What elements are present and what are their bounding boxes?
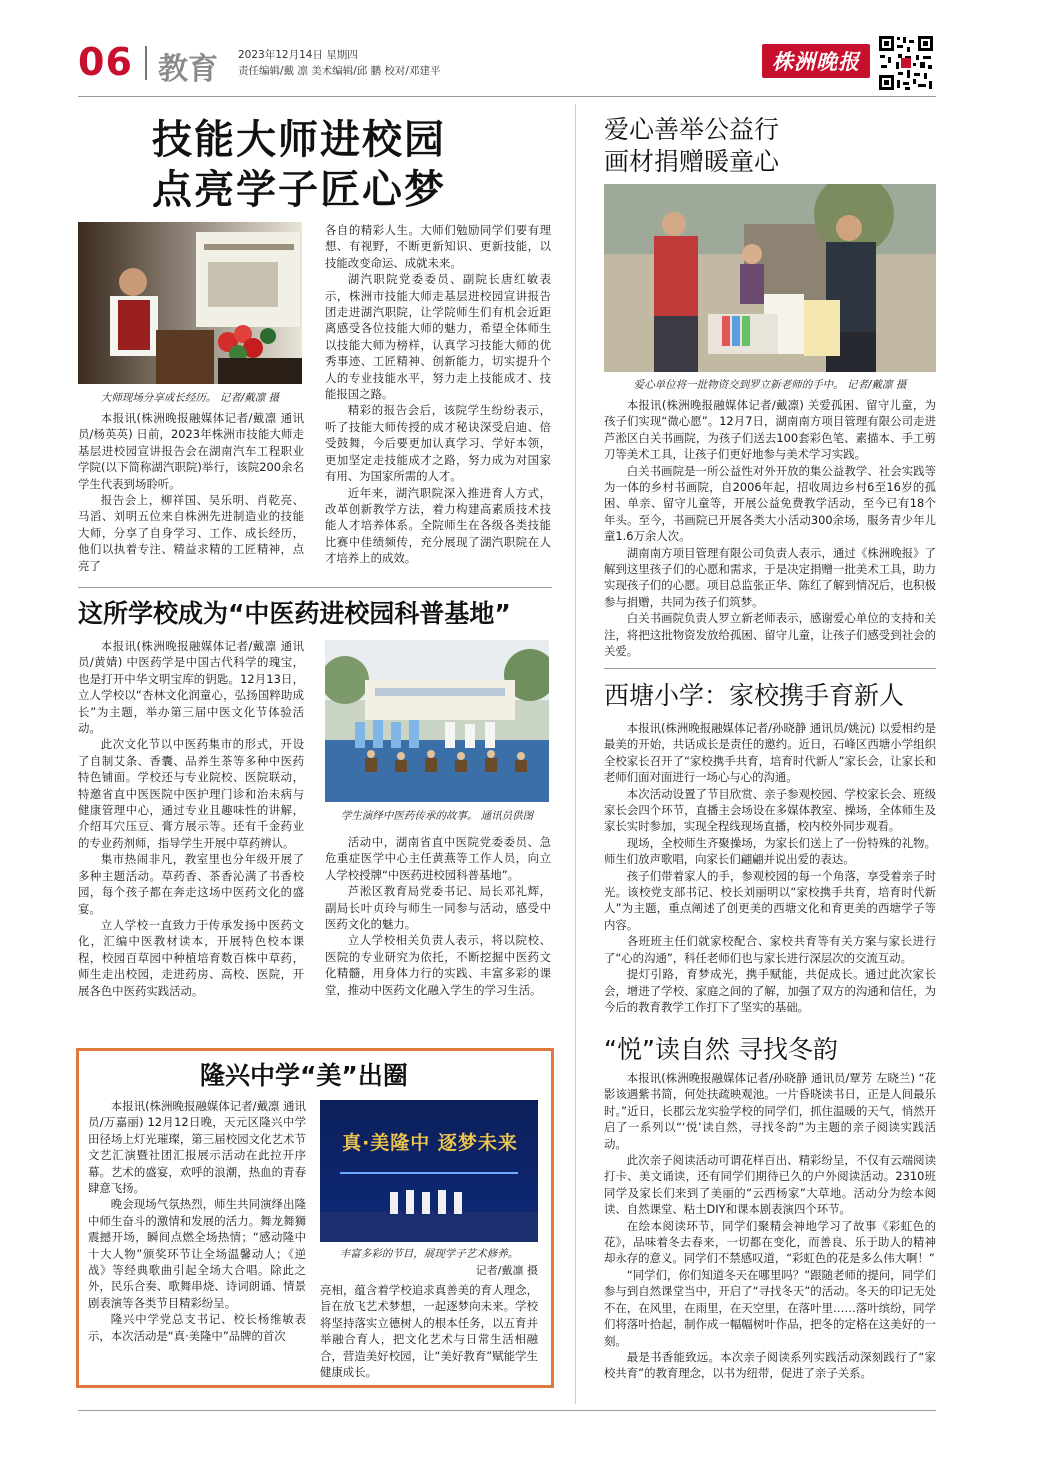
a5-body [604, 720, 936, 1015]
a1-col1 [78, 410, 304, 574]
a4-photo [604, 184, 936, 372]
a6-para: 在绘本阅读环节，同学们聚精会神地学习了故事《彩虹色的花》，品味着冬去春来，一切都在变化，而善良、乐于助人的精神却永存的意义。同学们不禁感叹道，“彩虹色的花是多么伟大啊！” [604, 1218, 936, 1266]
a4-bottom-rule [604, 668, 936, 669]
a4-body [604, 397, 936, 660]
a1-col1-para: 本报讯(株洲晚报融媒体记者/戴凛 通讯员/杨英英) 日前，2023年株洲市技能大师走基层进校园宣讲报告会在湖南汽车工程职业学院(以下简称湖汽职院)举行，该院200余名学生代表到场聆听。 [78, 411, 304, 491]
a3-photo-caption: 丰富多彩的节目，展现学子艺术修养。 [339, 1248, 519, 1260]
a3-col1-para: 隆兴中学党总支书记、校长杨维敏表示，本次活动是“真·美隆中”品牌的首次 [88, 1312, 306, 1343]
a6-para: 此次亲子阅读活动可谓花样百出、精彩纷呈，不仅有云端阅读打卡、美文诵读，还有同学们期待已久的户外阅读活动。2310班同学及家长们来到了美丽的“云西杨家”大草地。活动分为绘本阅读、自然课堂、粘土DIY和课本剧表演四个环节。 [604, 1153, 936, 1217]
a5-para: 各班班主任们就家校配合、家校共育等有关方案与家长进行了“心的沟通”，科任老师们也与家长进行深层次的交流互动。 [604, 934, 936, 965]
a1-col1-para: 报告会上，柳祥国、吴乐明、肖乾亮、马滔、刘明五位来自株洲先进制造业的技能大师，分享了自身学习、工作、成长经历，他们以执着专注、精益求精的工匠精神，点亮了 [78, 493, 304, 573]
a1-col2 [325, 222, 551, 567]
a6-body [604, 1070, 936, 1382]
a2-col2-para: 立人学校相关负责人表示，将以院校、医院的专业研究为依托，不断挖掘中医药文化精髓，用身体力行的实践、丰富多彩的课堂，推动中医药文化融入学生的学习生活。 [325, 933, 551, 997]
a2-photo [325, 640, 549, 802]
a1-bottom-rule [78, 587, 552, 588]
a3-col2 [320, 1282, 538, 1380]
a4-photo-caption: 爱心单位将一批物资交到罗立新老师的手中。 记者/戴凛 摄 [633, 379, 907, 391]
a3-title: 隆兴中学“美”出圈 [200, 1061, 408, 1090]
a1-col2-para: 近年来，湖汽职院深入推进育人方式，改革创新教学方法，着力构建高素质技术技能人才培养体系。全院师生在各级各类技能比赛中佳绩频传，充分展现了湖汽职院在人才培养上的成效。 [325, 485, 551, 566]
page-number: 06 [78, 40, 133, 84]
a2-col2-para: 芦淞区教育局党委书记、局长邓礼辉，副局长叶贞玲与师生一同参与活动，感受中医药文化的魅力。 [325, 884, 551, 932]
footer-rule [78, 1410, 936, 1411]
a5-para: 现场，全校师生齐聚操场，为家长们送上了一份特殊的礼物。师生们放声歌唱，向家长们翩翩并说出爱的表达。 [604, 835, 936, 867]
a4-para: 白关书画院负责人罗立新老师表示，感谢爱心单位的支持和关注，将把这批物资发放给孤困、留守儿童，让孩子们感受到社会的关爱。 [604, 611, 936, 659]
a3-photo-banner: 真·美隆中 逐梦未来 [342, 1132, 518, 1154]
header-rule [78, 96, 936, 97]
a2-col2 [325, 834, 551, 998]
a4-title-line2: 画材捐赠暖童心 [604, 147, 780, 176]
a5-para: 孩子们带着家人的手，参观校园的每一个角落，享受着亲子时光。该校党支部书记、校长刘丽明以“家校携手共育，培育时代新人”为主题，重点阐述了创更美的西塘文化和育更美的西塘学子等内容。 [604, 868, 936, 932]
a2-col1-para: 立人学校一直致力于传承发扬中医药文化，汇编中医教材读本，开展特色校本课程，校园百草园中种植培育数百株中草药，师生走出校园，走进药房、高校、医院，开展各色中医药实践活动。 [78, 917, 304, 998]
a6-para: 最是书香能致远。本次亲子阅读系列实践活动深刻践行了“家校共育”的教育理念，以书为纽带，促进了亲子关系。 [604, 1349, 936, 1381]
a3-col1-para: 本报讯(株洲晚报融媒体记者/戴凛 通讯员/万嘉丽) 12月12日晚，天元区隆兴中学田径场上灯光璀璨，第三届校园文化艺术节文艺汇演暨社团汇报展示活动在此拉开序幕。艺术的盛宴，欢呼的浪潮，热血的青春肆意飞扬。 [88, 1099, 306, 1196]
column-divider [575, 104, 576, 1404]
a2-col1-para: 集市热闹非凡，教室里也分年级开展了多种主题活动。草药香、茶香沁满了书香校园，每个孩子都在奔走这场中医药文化的盛宴。 [78, 852, 304, 916]
a1-title-line1: 技能大师进校园 [152, 117, 446, 163]
a2-col1-para: 此次文化节以中医药集市的形式，开设了自制艾条、香囊、品养生茶等多种中医药特色铺面。学校还与专业院校、医院联动，特邀省直中医医院中医护理门诊和治未病与健康管理中心，通过专业且趣味性的讲解，介绍耳穴压豆、膏方展示等。还有千金药业的专业药剂师，指导学生开展中草药辨认。 [78, 737, 304, 850]
a4-title-line1: 爱心善举公益行 [604, 115, 780, 144]
header-divider [145, 46, 147, 80]
a6-para: 本报讯(株洲晚报融媒体记者/孙晓静 通讯员/覃芳 左晓兰) “花影该遇紫书简，何处扶疏映观池。一片昏晓读书日，正是人间最乐时。”近日，长郡云龙实验学校的同学们，抓住温暖的天气，悄然开启了一系列以“‘悦’读自然，寻找冬韵”为主题的亲子阅读实践活动。 [604, 1071, 936, 1151]
a1-photo [78, 222, 302, 384]
a1-col2-para: 湖汽职院党委委员、副院长唐红敏表示，株洲市技能大师走基层进校园宣讲报告团走进湖汽职院，让学院师生们有机会近距离感受各位技能大师的魅力，希望全体师生以技能大师为榜样，认真学习技能大师的优秀事迹、工匠精神、创新能力，切实提升个人的专业技能水平，努力走上技能成才、技能报国之路。 [325, 272, 551, 402]
a6-title: “悦”读自然 寻找冬韵 [604, 1035, 838, 1064]
a3-col2-para: 亮相，蕴含着学校追求真善美的育人理念，旨在放飞艺术梦想，一起逐梦向未来。学校将坚持落实立德树人的根本任务，以五育并举融合育人，把文化艺术与日常生活相融合，营造美好校园，让“美好教育”赋能学生健康成长。 [320, 1283, 538, 1380]
a1-col2-para: 各自的精彩人生。大师们勉励同学们要有理想、有视野，不断更新知识、更新技能，以技能改变命运、成就未来。 [325, 223, 551, 270]
a2-title: 这所学校成为“中医药进校园科普基地” [78, 599, 511, 628]
a2-col1-para: 本报讯(株洲晚报融媒体记者/戴凛 通讯员/黄婧) 中医药学是中国古代科学的瑰宝，也是打开中华文明宝库的钥匙。12月13日，立人学校以“杏林文化润童心，弘扬国粹助成长”为主题，举办第三届中医文化节体验活动。 [78, 639, 304, 736]
date-line: 2023年12月14日 星期四 [238, 49, 358, 61]
a3-col1-para: 晚会现场气氛热烈，师生共同演绎出隆中师生奋斗的激情和发展的活力。舞龙舞狮震撼开场，瞬间点燃全场热情；“感动隆中十大人物”颁奖环节让全场温馨动人；《逆战》等经典歌曲引起全场大合唱。除此之外，民乐合奏、歌舞串烧、诗词朗诵、情景剧表演等各类节目精彩纷呈。 [88, 1197, 306, 1310]
a3-photo [320, 1100, 538, 1242]
a1-photo-caption: 大师现场分享成长经历。 记者/戴凛 摄 [100, 392, 280, 404]
a5-para: 本报讯(株洲晚报融媒体记者/孙晓静 通讯员/姚沅) 以爱相约是最美的开始，共话成长是责任的邀约。近日，石峰区西塘小学组织全校家长召开了“家校携手共育，培育时代新人”家长会，让家长和老师们面对面进行一场心与心的沟通。 [604, 721, 936, 785]
a3-col1 [88, 1098, 306, 1344]
a4-para: 湖南南方项目管理有限公司负责人表示，通过《株洲晚报》了解到这里孩子们的心愿和需求，于是决定捐赠一批美术工具，助力实现孩子们的心愿。项目总监张正华、陈红了解到情况后，也积极参与捐赠，共同为孩子们筑梦。 [604, 545, 936, 609]
masthead-text: 株洲晚报 [772, 50, 860, 74]
a2-photo-caption: 学生演绎中医药传承的故事。 通讯员供图 [340, 810, 534, 822]
a4-para: 本报讯(株洲晚报融媒体记者/戴凛) 关爱孤困、留守儿童，为孩子们实现“微心愿”。12月7日，湖南南方项目管理有限公司走进芦淞区白关书画院，为孩子们送去100套彩色笔、素描本、手工剪刀等美术工具，让孩子们更好地参与美术学习实践。 [604, 398, 936, 462]
a2-col1 [78, 638, 304, 999]
a2-col2-para: 活动中，湖南省直中医院党委委员、急危重症医学中心主任黄燕等工作人员，向立人学校授牌“中医药进校园科普基地”。 [325, 835, 551, 882]
masthead-logo [762, 44, 870, 78]
section-name: 教育 [158, 52, 218, 87]
a3-photo-credit: 记者/戴凛 摄 [475, 1264, 538, 1277]
editor-line: 责任编辑/戴 凛 美术编辑/邱 鹏 校对/邓建平 [238, 65, 441, 77]
a6-para: “同学们，你们知道冬天在哪里吗？”跟随老师的提问，同学们参与到自然课堂当中，开启了“寻找冬天”的活动。冬天的印记无处不在，在风里，在雨里，在天空里，在落叶里……落叶缤纷，同学们将落叶拾起，制作成一幅幅树叶作品，把冬的定格在这美好的一刻。 [604, 1267, 936, 1348]
a4-para: 白关书画院是一所公益性对外开放的集公益教学、社会实践等为一体的乡村书画院，自2006年起，招收周边乡村6至16岁的孤困、单亲、留守儿童等，开展公益免费教学活动，至今已有18个年头。至今，书画院已开展各类大小活动300余场，服务青少年儿童1.6万余人次。 [604, 463, 936, 544]
a5-title: 西塘小学：家校携手育新人 [604, 681, 905, 710]
a5-para: 本次活动设置了节目欣赏、亲子参观校园、学校家长会、班级家长会四个环节，直播主会场设在多媒体教室、操场，全体师生及家长实时参加，实现全程线现场直播，校内校外同步观看。 [604, 786, 936, 834]
a1-title-line2: 点亮学子匠心梦 [152, 167, 446, 213]
a1-col2-para: 精彩的报告会后，该院学生纷纷表示，听了技能大师传授的成才秘诀深受启迪、倍受鼓舞，今后要更加认真学习、学好本领，更加坚定走技能成才之路，努力成为对国家有用、为国家所需的人才。 [325, 403, 551, 484]
qr-code[interactable] [878, 35, 934, 91]
a5-para: 提灯引路，育梦成光，携手赋能，共促成长。通过此次家长会，增进了学校、家庭之间的了解，加强了双方的沟通和信任，为今后的教育教学工作打下了坚实的基础。 [604, 967, 936, 1014]
